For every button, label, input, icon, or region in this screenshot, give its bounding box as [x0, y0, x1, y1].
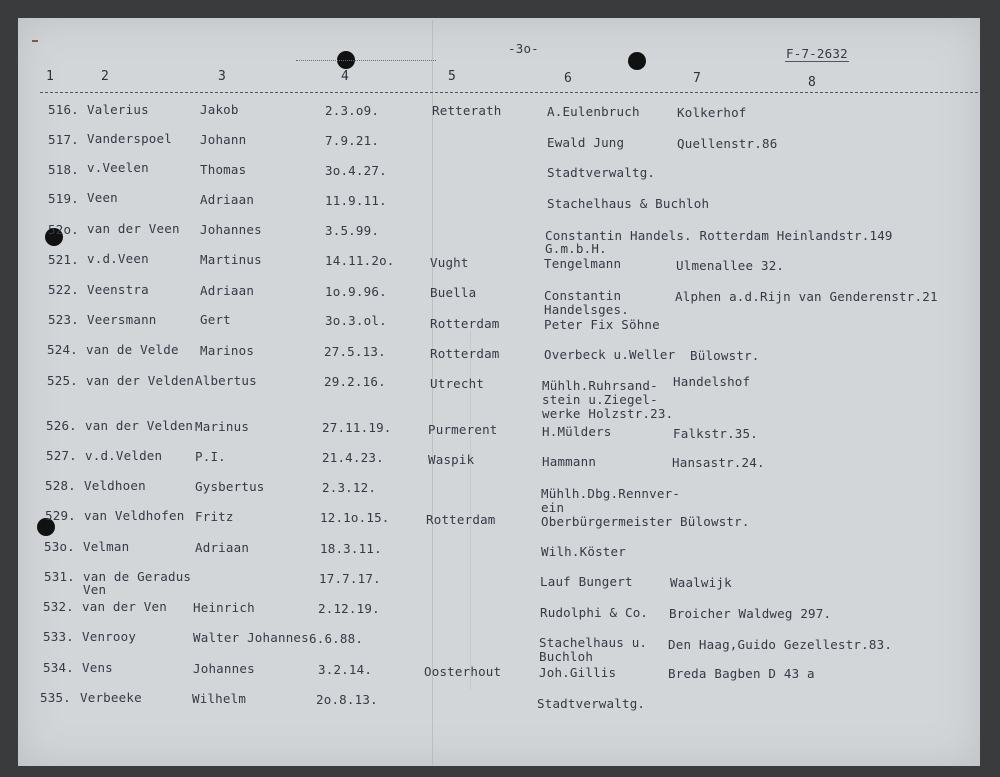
address: Hansastr.24.: [672, 455, 765, 470]
entry-number: 522.: [48, 282, 79, 297]
entry-number: 527.: [46, 448, 77, 463]
birthplace: Rotterdam: [430, 346, 500, 361]
first-name: Gert: [200, 312, 231, 327]
entry-number: 521.: [48, 252, 79, 267]
employer: Mühlh.Dbg.Rennver-: [541, 486, 681, 501]
address: Quellenstr.86: [677, 136, 778, 151]
column-header: 1: [46, 69, 55, 84]
birth-date: 27.5.13.: [324, 344, 386, 359]
first-name: Marinus: [195, 419, 250, 434]
birthplace: Rotterdam: [426, 512, 496, 527]
birth-date: 7.9.21.: [325, 133, 380, 148]
entry-number: 52o.: [48, 222, 79, 237]
entry-number: 53o.: [44, 539, 75, 554]
birth-date: 2o.8.13.: [316, 692, 378, 707]
address: Falkstr.35.: [673, 426, 758, 441]
first-name: Albertus: [195, 373, 257, 388]
birth-date: 3.5.99.: [325, 223, 380, 238]
entry-number: 529.: [45, 508, 76, 523]
punch-hole-top-right: [628, 52, 646, 70]
employer-line-2: G.m.b.H.: [545, 241, 607, 256]
first-name: Gysbertus: [195, 479, 265, 494]
birth-date: 2.3.12.: [322, 480, 377, 495]
employer: Lauf Bungert: [540, 574, 633, 589]
address: Ulmenallee 32.: [676, 258, 785, 273]
address: Bülowstr.: [690, 348, 760, 363]
surname-line-2: Ven: [83, 582, 107, 597]
entry-number: 519.: [48, 191, 79, 206]
entry-number: 534.: [43, 660, 74, 675]
paper-mark: [32, 40, 38, 42]
entry-number: 518.: [48, 162, 79, 177]
entry-number: 528.: [45, 478, 76, 493]
employer: Stachelhaus & Buchloh: [547, 196, 710, 211]
address: Kolkerhof: [677, 105, 747, 120]
employer: Hammann: [542, 454, 597, 469]
birthplace: Waspik: [428, 452, 475, 467]
page-number: -3o-: [508, 41, 539, 56]
surname: Veersmann: [87, 312, 157, 327]
address: Alphen a.d.Rijn van Genderenstr.21: [675, 289, 938, 304]
entry-number: 525.: [47, 373, 78, 388]
surname: Veenstra: [87, 282, 149, 297]
birthplace: Purmerent: [428, 422, 498, 437]
birthplace: Utrecht: [430, 376, 485, 391]
surname: Velman: [83, 539, 130, 554]
employer: A.Eulenbruch: [547, 104, 640, 119]
employer: Stachelhaus u.: [539, 635, 648, 650]
birth-date: 27.11.19.: [322, 420, 392, 435]
surname: v.Veelen: [87, 160, 149, 175]
surname: Verbeeke: [80, 690, 142, 705]
birth-date: 11.9.11.: [325, 193, 387, 208]
first-name: Johannes: [193, 661, 255, 676]
first-name: P.I.: [195, 449, 226, 464]
surname: van Veldhofen: [84, 508, 185, 523]
entry-number: 524.: [47, 342, 78, 357]
birth-date: 18.3.11.: [320, 541, 382, 556]
surname: Vanderspoel: [87, 131, 172, 146]
employer-line-2: stein u.Ziegel-: [542, 392, 658, 407]
birth-date: 21.4.23.: [322, 450, 384, 465]
address: Handelshof: [673, 374, 751, 389]
column-header: 5: [448, 69, 457, 84]
first-name: Wilhelm: [192, 691, 247, 706]
surname: v.d.Velden: [85, 448, 163, 463]
column-header: 3: [218, 69, 227, 84]
first-name: Johann: [200, 132, 247, 147]
surname: van der Veen: [87, 221, 180, 236]
birthplace: Rotterdam: [430, 316, 500, 331]
employer: Peter Fix Söhne: [544, 317, 660, 332]
surname: Vens: [82, 660, 113, 675]
surname: van de Velde: [86, 342, 179, 357]
first-name: Heinrich: [193, 600, 255, 615]
birth-date: 12.1o.15.: [320, 510, 390, 525]
employer-line-2: ein: [541, 500, 565, 515]
employer: Oberbürgermeister Bülowstr.: [541, 514, 750, 529]
birth-date: 6.6.88.: [309, 631, 364, 646]
employer: Wilh.Köster: [541, 544, 626, 559]
employer-line-2: Handelsges.: [544, 302, 629, 317]
first-name: Marinos: [200, 343, 255, 358]
entry-number: 516.: [48, 102, 79, 117]
surname: Valerius: [87, 102, 149, 117]
employer: Constantin Handels. Rotterdam Heinlandstr.149: [545, 228, 893, 243]
birth-date: 2.3.o9.: [325, 103, 380, 118]
employer-line-2: Buchloh: [539, 649, 594, 664]
address: Den Haag,Guido Gezellestr.83.: [668, 637, 893, 652]
employer: Joh.Gillis: [539, 665, 617, 680]
birth-date: 3o.3.ol.: [325, 313, 387, 328]
employer: Rudolphi & Co.: [540, 605, 649, 620]
column-header: 7: [693, 71, 702, 86]
first-name: Adriaan: [200, 283, 255, 298]
birth-date: 3o.4.27.: [325, 163, 387, 178]
birth-date: 29.2.16.: [324, 374, 386, 389]
birth-date: 3.2.14.: [318, 662, 373, 677]
first-name: Adriaan: [195, 540, 250, 555]
birthplace: Buella: [430, 285, 477, 300]
employer: Tengelmann: [544, 256, 622, 271]
birthplace: Retterath: [432, 103, 502, 118]
first-name: Adriaan: [200, 192, 255, 207]
entry-number: 517.: [48, 132, 79, 147]
employer: Constantin: [544, 288, 622, 303]
address: Broicher Waldweg 297.: [669, 606, 832, 621]
employer: H.Mülders: [542, 424, 612, 439]
document-id-underline: [785, 61, 849, 62]
employer: Mühlh.Ruhrsand-: [542, 378, 658, 393]
column-header: 8: [808, 75, 817, 90]
first-name: Martinus: [200, 252, 262, 267]
column-header: 2: [101, 69, 110, 84]
first-name: Jakob: [200, 102, 239, 117]
birth-date: 1o.9.96.: [325, 284, 387, 299]
birth-date: 2.12.19.: [318, 601, 380, 616]
employer: Overbeck u.Weller: [544, 347, 676, 362]
surname: Veldhoen: [84, 478, 146, 493]
employer: Stadtverwaltg.: [547, 165, 656, 180]
employer: Ewald Jung: [547, 135, 625, 150]
first-name: Johannes: [200, 222, 262, 237]
entry-number: 526.: [46, 418, 77, 433]
birth-date: 14.11.2o.: [325, 253, 395, 268]
first-name: Thomas: [200, 162, 247, 177]
address: Waalwijk: [670, 575, 732, 590]
first-name: Walter Johannes: [193, 630, 309, 645]
header-dotted-line: [296, 60, 436, 61]
column-header: 4: [341, 69, 350, 84]
column-header: 6: [564, 71, 573, 86]
entry-number: 533.: [43, 629, 74, 644]
surname: van der Ven: [82, 599, 167, 614]
paper-fold: [432, 20, 433, 765]
entry-number: 523.: [48, 312, 79, 327]
surname: van de Geradus: [83, 569, 192, 584]
employer-line-3: werke Holzstr.23.: [542, 406, 674, 421]
surname: van der Velden: [86, 373, 195, 388]
surname: v.d.Veen: [87, 251, 149, 266]
entry-number: 535.: [40, 690, 71, 705]
birth-date: 17.7.17.: [319, 571, 381, 586]
entry-number: 531.: [44, 569, 75, 584]
employer: Stadtverwaltg.: [537, 696, 646, 711]
surname: Venrooy: [82, 629, 137, 644]
address: Breda Bagben D 43 a: [668, 666, 815, 681]
first-name: Fritz: [195, 509, 234, 524]
birthplace: Oosterhout: [424, 664, 502, 679]
entry-number: 532.: [43, 599, 74, 614]
surname: Veen: [87, 190, 118, 205]
birthplace: Vught: [430, 255, 469, 270]
header-rule: [40, 92, 978, 93]
document-id: F-7-2632: [786, 46, 848, 61]
surname: van der Velden: [85, 418, 194, 433]
